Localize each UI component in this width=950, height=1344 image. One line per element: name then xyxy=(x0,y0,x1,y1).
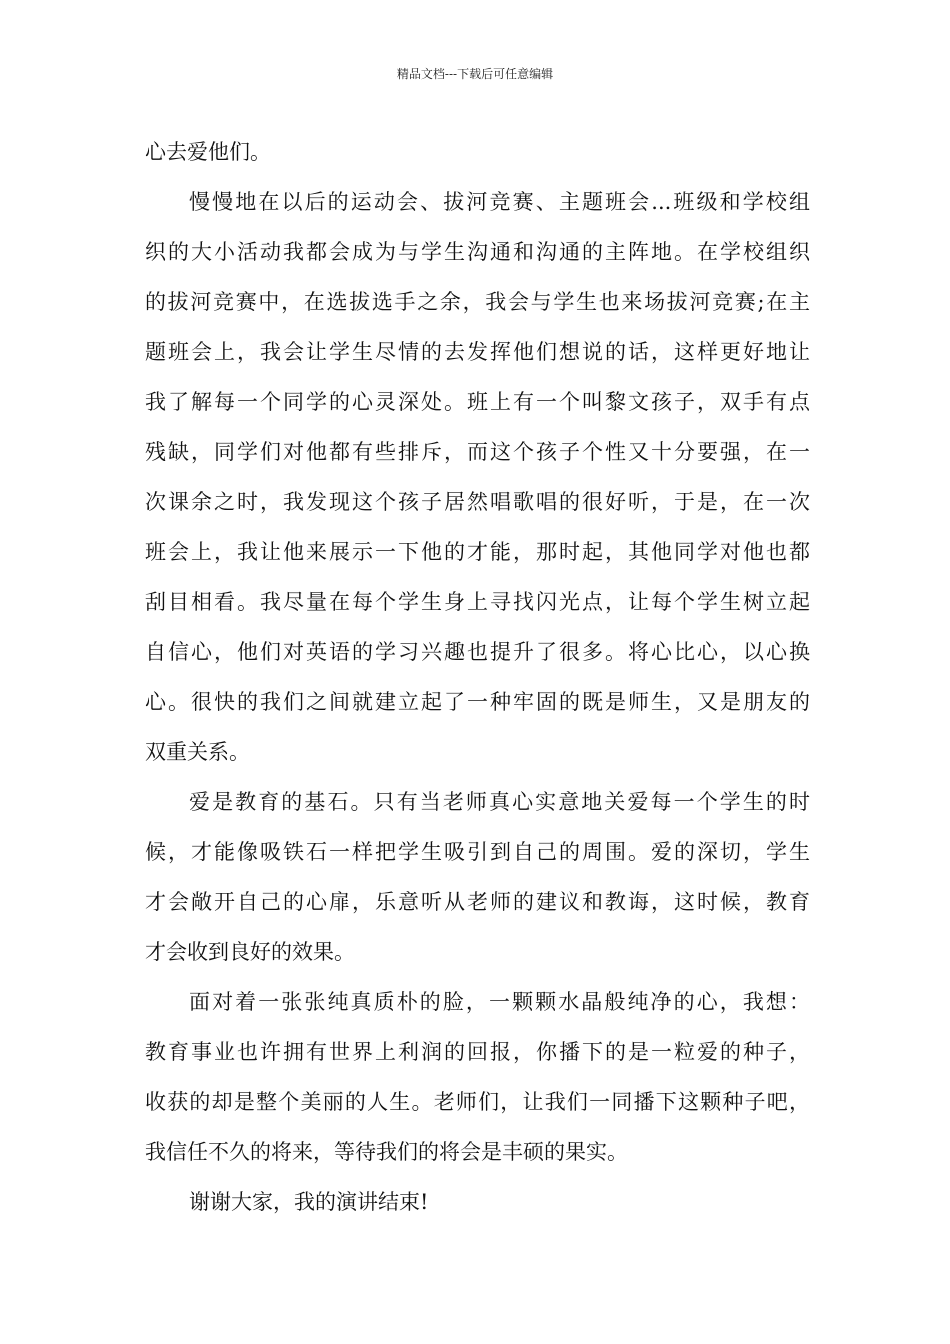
text-line: 题班会上，我会让学生尽情的去发挥他们想说的话，这样更好地让 xyxy=(145,340,810,364)
text-line: 我了解每一个同学的心灵深处。班上有一个叫黎文孩子，双手有点 xyxy=(145,390,810,414)
text-line: 我信任不久的将来，等待我们的将会是丰硕的果实。 xyxy=(145,1140,628,1164)
text-line: 才会敞开自己的心扉，乐意听从老师的建议和教诲，这时候，教育 xyxy=(145,890,810,914)
text-line: 爱是教育的基石。只有当老师真心实意地关爱每一个学生的时 xyxy=(189,790,810,814)
text-line: 双重关系。 xyxy=(145,740,250,764)
text-line: 候，才能像吸铁石一样把学生吸引到自己的周围。爱的深切，学生 xyxy=(145,840,810,864)
text-line: 教育事业也许拥有世界上利润的回报，你播下的是一粒爱的种子， xyxy=(145,1040,810,1064)
text-line: 残缺，同学们对他都有些排斥，而这个孩子个性又十分要强，在一 xyxy=(145,440,810,464)
document-body xyxy=(145,127,810,1227)
text-line: 织的大小活动我都会成为与学生沟通和沟通的主阵地。在学校组织 xyxy=(145,240,810,264)
text-line: 谢谢大家，我的演讲结束! xyxy=(189,1190,429,1214)
text-line: 自信心，他们对英语的学习兴趣也提升了很多。将心比心，以心换 xyxy=(145,640,810,664)
text-line: 心去爱他们。 xyxy=(145,140,271,164)
text-line: 心。很快的我们之间就建立起了一种牢固的既是师生，又是朋友的 xyxy=(145,690,810,714)
text-line: 面对着一张张纯真质朴的脸，一颗颗水晶般纯净的心，我想： xyxy=(189,990,810,1014)
text-line: 次课余之时，我发现这个孩子居然唱歌唱的很好听，于是，在一次 xyxy=(145,490,810,514)
text-line: 班会上，我让他来展示一下他的才能，那时起，其他同学对他也都 xyxy=(145,540,810,564)
text-line: 慢慢地在以后的运动会、拔河竞赛、主题班会...班级和学校组 xyxy=(189,190,810,214)
text-line: 的拔河竞赛中，在选拔选手之余，我会与学生也来场拔河竞赛;在主 xyxy=(145,290,810,314)
page-header: 精品文档---下载后可任意编辑 xyxy=(396,67,554,81)
text-line: 才会收到良好的效果。 xyxy=(145,940,355,964)
text-line: 收获的却是整个美丽的人生。老师们，让我们一同播下这颗种子吧， xyxy=(145,1090,810,1114)
text-line: 刮目相看。我尽量在每个学生身上寻找闪光点，让每个学生树立起 xyxy=(145,590,810,614)
